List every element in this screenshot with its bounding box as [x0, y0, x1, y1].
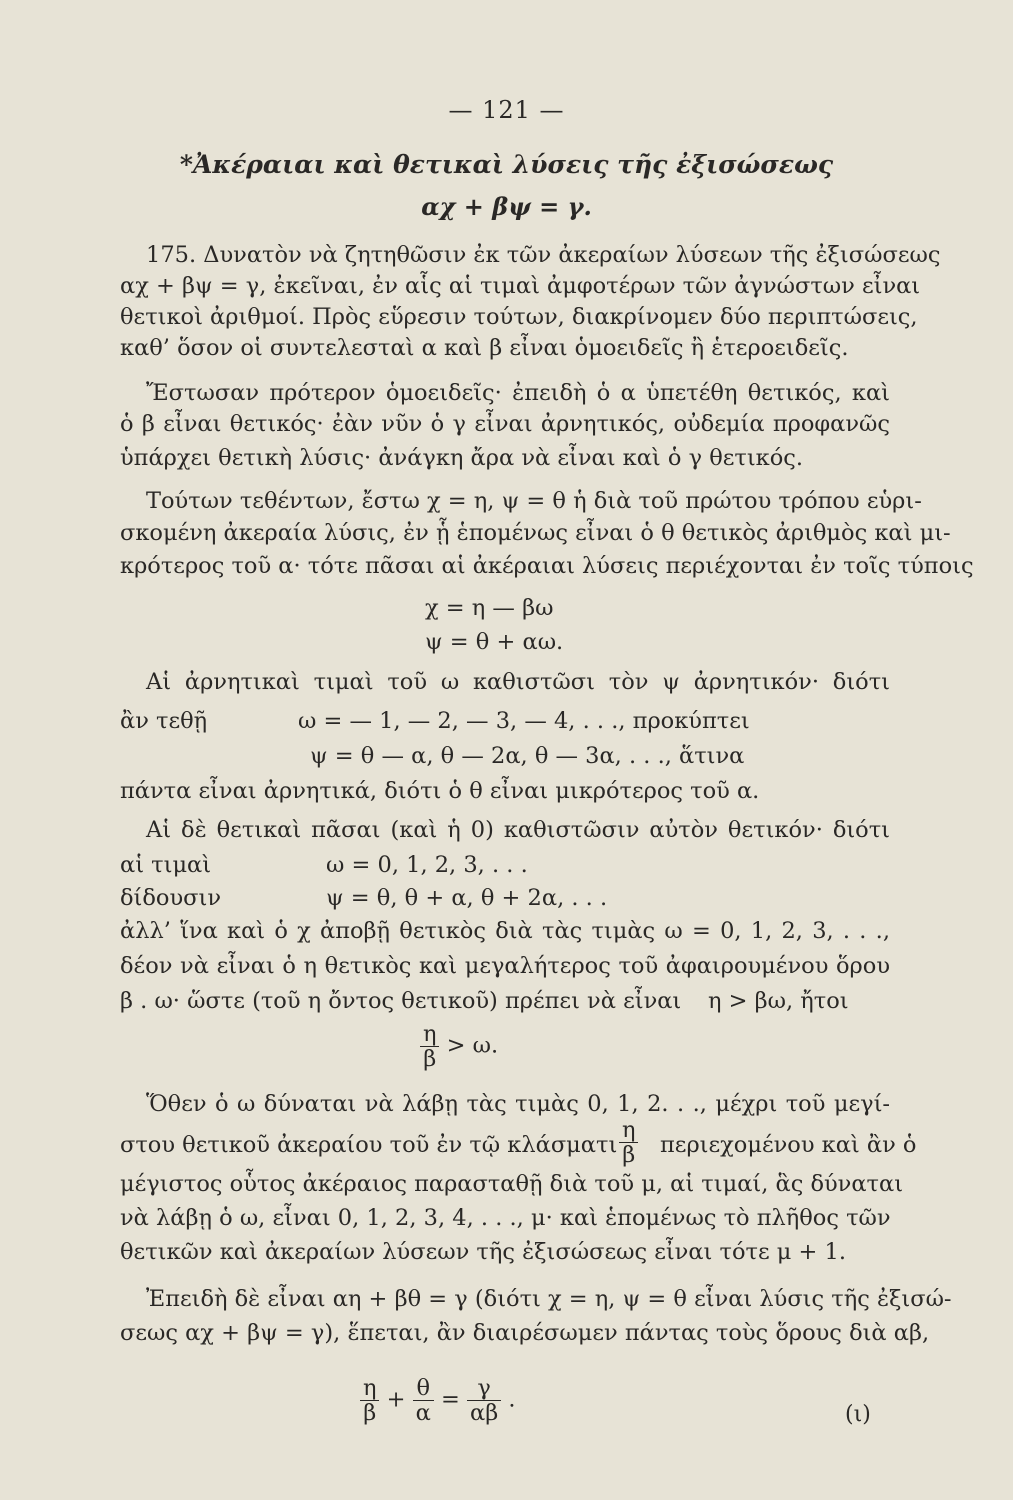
text-line: αἱ τιμαὶ — [120, 852, 212, 878]
text-line: ἀλλ’ ἵνα καὶ ὁ χ ἀποβῇ θετικὸς διὰ τὰς τιμὰς ω = 0, 1, 2, 3, . . ., — [120, 918, 890, 944]
fraction-eta-beta-inline: $\frac{\eta}{\beta}$ — [619, 1118, 638, 1167]
equation-psi: ψ = θ + αω. — [425, 629, 564, 655]
text-line: πάντα εἶναι ἀρνητικά, διότι ὁ θ εἶναι μικρότερος τοῦ α. — [120, 778, 760, 804]
final-equation — [360, 1376, 516, 1425]
text-line: νὰ λάβῃ ὁ ω, εἶναι 0, 1, 2, 3, 4, . . ., μ· καὶ ἑπομένως τὸ πλῆθος τῶν — [120, 1205, 891, 1231]
section-heading-equation: αχ + βψ = γ. — [421, 192, 592, 221]
text-line: Ὅθεν ὁ ω δύναται νὰ λάβῃ τὰς τιμὰς 0, 1, 2. . ., μέχρι τοῦ μεγί- — [146, 1091, 890, 1117]
section-heading: *Ἀκέραιαι καὶ θετικαὶ λύσεις τῆς ἐξισώσεως — [179, 150, 834, 179]
text-line: στου θετικοῦ ἀκεραίου τοῦ ἐν τῷ κλάσματι — [120, 1132, 618, 1158]
inline-fraction — [619, 1118, 638, 1167]
equation-omega-positive: ω = 0, 1, 2, 3, . . . — [326, 852, 528, 878]
fraction-eta-beta: $\frac{\eta}{\beta}$ — [420, 1022, 439, 1071]
text-line: ἂν τεθῇ — [120, 708, 208, 734]
equation-period: . — [508, 1386, 516, 1413]
equals-sign: = — [441, 1386, 460, 1413]
equation-tag: (ι) — [845, 1402, 871, 1427]
text-line: Αἱ ἀρνητικαὶ τιμαὶ τοῦ ω καθιστῶσι τὸν ψ ἀρνητικόν· διότι — [146, 669, 890, 695]
text-line: αχ + βψ = γ, ἐκεῖναι, ἐν αἷς αἱ τιμαὶ ἀμφοτέρων τῶν ἀγνώστων εἶναι — [120, 273, 921, 299]
equation-x: χ = η — βω — [425, 595, 554, 621]
text-line: Τούτων τεθέντων, ἔστω χ = η, ψ = θ ἡ διὰ τοῦ πρώτου τρόπου εὑρι- — [146, 488, 922, 514]
text-line: 175. Δυνατὸν νὰ ζητηθῶσιν ἐκ τῶν ἀκεραίων λύσεων τῆς ἐξισώσεως — [146, 242, 941, 268]
text-line: ὁ β εἶναι θετικός· ἐὰν νῦν ὁ γ εἶναι ἀρνητικός, οὐδεμία προφανῶς — [120, 411, 890, 437]
page-number: — 121 — — [448, 96, 565, 124]
text-line: Ἔστωσαν πρότερον ὁμοειδεῖς· ἐπειδὴ ὁ α ὑπετέθη θετικός, καὶ — [146, 380, 890, 406]
text-line: σκομένη ἀκεραία λύσις, ἐν ᾗ ἑπομένως εἶναι ὁ θ θετικὸς ἀριθμὸς καὶ μι- — [120, 520, 951, 546]
fraction-theta-alpha: $\frac{\theta}{\alpha}$ — [413, 1376, 434, 1425]
text-line: μέγιστος οὗτος ἀκέραιος παρασταθῇ διὰ τοῦ μ, αἱ τιμαί, ἃς δύναται — [120, 1171, 904, 1197]
text-line: δίδουσιν — [120, 885, 221, 911]
fraction-eta-beta-final: $\frac{\eta}{\beta}$ — [360, 1376, 379, 1425]
fraction-gamma-alphabeta: $\frac{\gamma}{\alpha\beta}$ — [467, 1376, 501, 1425]
text-line: θετικῶν καὶ ἀκεραίων λύσεων τῆς ἐξισώσεως εἶναι τότε μ + 1. — [120, 1239, 847, 1265]
text-line: κρότερος τοῦ α· τότε πᾶσαι αἱ ἀκέραιαι λύσεις περιέχονται ἐν τοῖς τύποις — [120, 553, 974, 579]
inequality-eta: η > βω, ἤτοι — [708, 988, 849, 1014]
inequality-fraction: $\frac{\eta}{\beta}$ > ω. — [420, 1022, 498, 1071]
equation-psi-positive: ψ = θ, θ + α, θ + 2α, . . . — [326, 885, 608, 911]
text-line: ὑπάρχει θετικὴ λύσις· ἀνάγκη ἄρα νὰ εἶναι καὶ ὁ γ θετικός. — [120, 445, 804, 471]
text-line: περιεχομένου καὶ ἂν ὁ — [660, 1132, 917, 1158]
text-line: θετικοὶ ἀριθμοί. Πρὸς εὕρεσιν τούτων, διακρίνομεν δύο περιπτώσεις, — [120, 304, 918, 330]
equation-psi-negative: ψ = θ — α, θ — 2α, θ — 3α, . . ., ἅτινα — [310, 743, 745, 769]
text-line: καθ’ ὅσον οἱ συντελεσταὶ α καὶ β εἶναι ὁμοειδεῖς ἢ ἑτεροειδεῖς. — [120, 335, 849, 361]
equation-omega-negative: ω = — 1, — 2, — 3, — 4, . . ., προκύπτει — [298, 708, 750, 734]
text-line: Αἱ δὲ θετικαὶ πᾶσαι (καὶ ἡ 0) καθιστῶσιν αὐτὸν θετικόν· διότι — [146, 817, 890, 843]
text-line: Ἐπειδὴ δὲ εἶναι αη + βθ = γ (διότι χ = η, ψ = θ εἶναι λύσις τῆς ἐξισώ- — [146, 1286, 952, 1312]
plus-sign: + — [386, 1386, 406, 1413]
text-line: σεως αχ + βψ = γ), ἕπεται, ἂν διαιρέσωμεν πάντας τοὺς ὅρους διὰ αβ, — [120, 1320, 930, 1346]
text-line: β . ω· ὥστε (τοῦ η ὄντος θετικοῦ) πρέπει νὰ εἶναι — [120, 988, 682, 1014]
text-line: δέον νὰ εἶναι ὁ η θετικὸς καὶ μεγαλήτερος τοῦ ἀφαιρουμένου ὅρου — [120, 953, 890, 979]
